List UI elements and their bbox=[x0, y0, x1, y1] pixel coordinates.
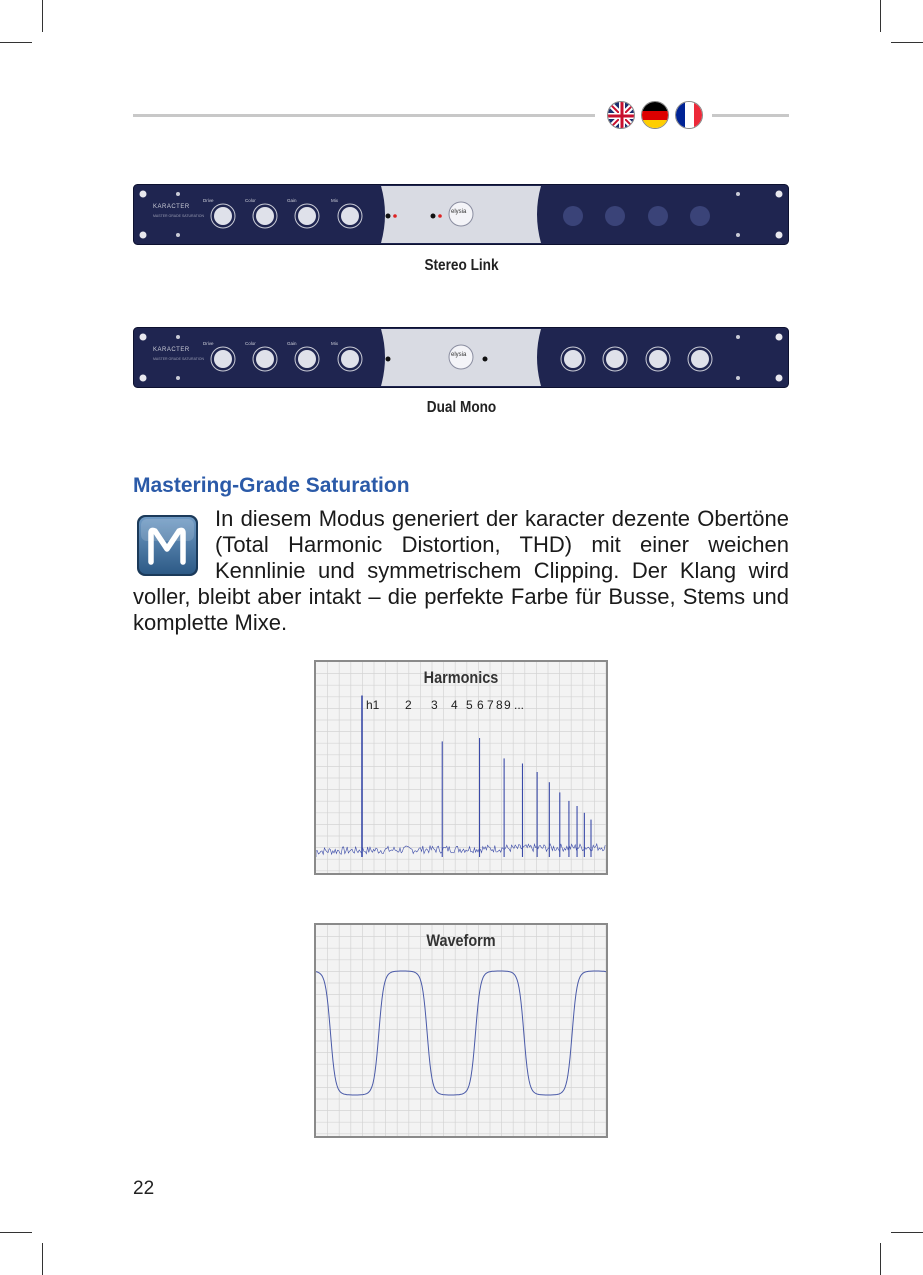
waveform-plot bbox=[316, 925, 606, 1136]
harmonics-chart bbox=[314, 660, 608, 875]
crop-mark bbox=[0, 42, 32, 43]
harmonic-label: h1 bbox=[366, 698, 380, 712]
harmonic-label: 6 bbox=[477, 698, 484, 712]
harmonic-label: 5 bbox=[466, 698, 473, 712]
noise-floor bbox=[316, 844, 605, 857]
harmonic-label: 4 bbox=[451, 698, 458, 712]
caption-dual-mono: Dual Mono bbox=[426, 399, 497, 416]
crop-mark bbox=[42, 1243, 43, 1275]
elysia-logo: elysia bbox=[451, 352, 467, 358]
brand-sub-label: MASTER GRADE SATURATION bbox=[153, 214, 205, 218]
harmonic-label: 7 bbox=[487, 698, 494, 712]
section-body bbox=[133, 506, 789, 636]
caption-stereo-link: Stereo Link bbox=[424, 257, 499, 274]
harmonic-label: 3 bbox=[431, 698, 438, 712]
header-rule-left bbox=[133, 114, 595, 117]
waveform-chart bbox=[314, 923, 608, 1138]
france-flag-icon[interactable] bbox=[675, 101, 703, 129]
knob-label-drive: Drive bbox=[203, 341, 214, 346]
header-rule-right bbox=[712, 114, 789, 117]
knob-label-drive: Drive bbox=[203, 198, 214, 203]
page-number: 22 bbox=[133, 1178, 155, 1199]
crop-mark bbox=[0, 1232, 32, 1233]
knob-label-gain: Gain bbox=[287, 198, 297, 203]
crop-mark bbox=[880, 0, 881, 32]
section-title: Mastering-Grade Saturation bbox=[133, 474, 410, 497]
harmonic-label: 8 bbox=[496, 698, 503, 712]
crop-mark bbox=[891, 1232, 923, 1233]
knob-label-mix: Mix bbox=[331, 341, 338, 346]
knob-label-gain: Gain bbox=[287, 341, 297, 346]
waveform-chart-title: Waveform bbox=[426, 931, 496, 950]
waveform-line bbox=[316, 971, 606, 1095]
harmonics-plot bbox=[316, 662, 606, 873]
section-body-text: In diesem Modus generiert der karacter dezente Obertöne (Total Harmonic Distortion, THD) mit einer weichen Kennlinie und symmetrischem Clipping. Der Klang wird voller, bleibt aber intakt – die perfekte Farbe für Busse, Stems und komplette Mixe. bbox=[133, 506, 789, 635]
harmonic-label: 9 ... bbox=[504, 698, 525, 712]
uk-flag-icon[interactable] bbox=[607, 101, 635, 129]
elysia-logo: elysia bbox=[451, 209, 467, 215]
icon-spacer bbox=[133, 506, 215, 584]
brand-label: KARACTER bbox=[153, 204, 190, 210]
device-dual-mono bbox=[133, 327, 789, 388]
harmonic-label: 2 bbox=[405, 698, 412, 712]
grid bbox=[316, 662, 606, 873]
knob-label-mix: Mix bbox=[331, 198, 338, 203]
device-stereo-link bbox=[133, 184, 789, 245]
grid bbox=[316, 925, 606, 1136]
germany-flag-icon[interactable] bbox=[641, 101, 669, 129]
crop-mark bbox=[880, 1243, 881, 1275]
knob-label-color: Color bbox=[245, 198, 256, 203]
harmonics-chart-title: Harmonics bbox=[423, 668, 499, 687]
crop-mark bbox=[42, 0, 43, 32]
knob-label-color: Color bbox=[245, 341, 256, 346]
brand-label: KARACTER bbox=[153, 347, 190, 353]
brand-sub-label: MASTER GRADE SATURATION bbox=[153, 357, 205, 361]
crop-mark bbox=[891, 42, 923, 43]
